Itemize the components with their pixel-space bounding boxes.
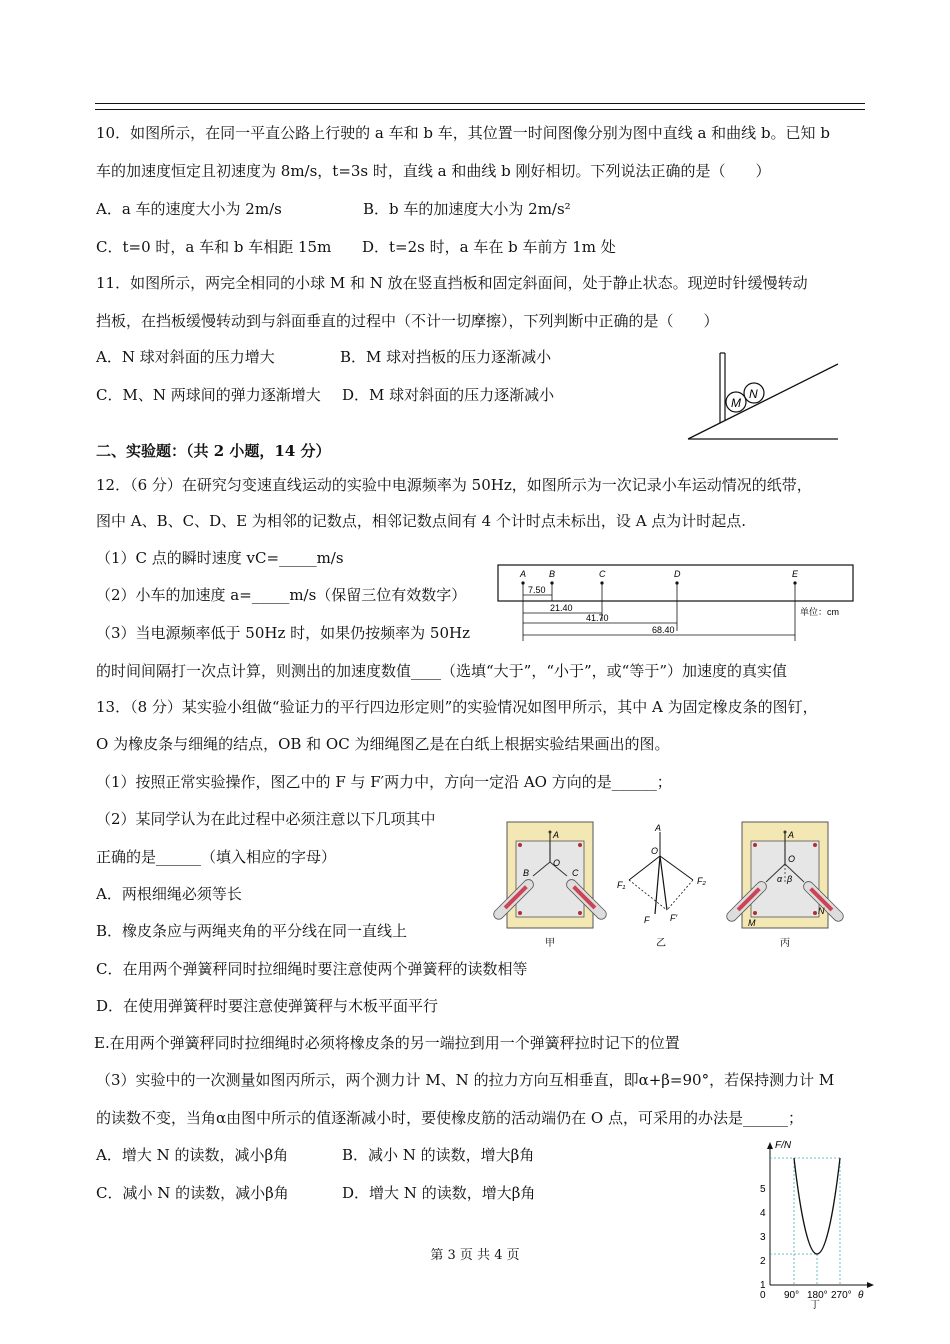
q13-sub3-option-d: D．增大 N 的读数，增大β角 — [342, 1184, 536, 1202]
q13-sub3a: （3）实验中的一次测量如图丙所示，两个测力计 M、N 的拉力方向互相垂直，即α+β=90°，若保持测力计 M — [96, 1071, 835, 1089]
bing-label-beta: β — [787, 874, 793, 884]
graph-caption: 丁 — [810, 1300, 820, 1311]
yi-label-f1: F₁ — [617, 880, 626, 890]
bing-label-a: A — [788, 830, 795, 840]
q13-option-c: C．在用两个弹簧秤同时拉细绳时要注意使两个弹簧秤的读数相等 — [96, 960, 528, 978]
q12-sub4: 的时间间隔打一次点计算，则测出的加速度数值____（选填“大于”，“小于”，或“等于”）加速度的真实值 — [96, 662, 788, 680]
q13-option-b: B．橡皮条应与两绳夹角的平分线在同一直线上 — [96, 922, 408, 940]
q13-sub3b: 的读数不变，当角α由图中所示的值逐渐减小时，要使橡皮筋的活动端仍在 O 点，可采用的办法是______； — [96, 1109, 803, 1127]
bing-caption: 丙 — [780, 938, 790, 949]
graph-xlabel: θ — [858, 1290, 864, 1301]
ball-m-label: M — [731, 396, 741, 410]
jia-label-c: C — [572, 868, 579, 878]
yi-label-f: F — [644, 915, 650, 925]
q13-sub3-option-c: C．减小 N 的读数，减小β角 — [96, 1184, 289, 1202]
graph-xtick-90: 90° — [784, 1290, 800, 1301]
tape-point-b: B — [549, 569, 556, 579]
jia-label-b: B — [523, 868, 530, 878]
graph-xtick-270: 270° — [831, 1290, 852, 1301]
q12-line2: 图中 A、B、C、D、E 为相邻的记数点，相邻记数点间有 4 个计时点未标出，设 A 点为计时起点. — [96, 512, 747, 530]
ball-n-label: N — [749, 387, 758, 401]
q12-sub3: （3）当电源频率低于 50Hz 时，如果仍按频率为 50Hz — [96, 624, 470, 642]
tape-point-c: C — [599, 569, 606, 579]
q11-line1: 11．如图所示，两完全相同的小球 M 和 N 放在竖直挡板和固定斜面间，处于静止状态。现逆时针缓慢转动 — [96, 274, 808, 292]
q11-incline-figure — [688, 348, 848, 443]
figure-bing — [730, 822, 842, 950]
q10-option-b: B．b 车的加速度大小为 2m/s² — [363, 200, 571, 218]
paper-tape-figure — [498, 565, 858, 645]
q10-option-c: C．t=0 时，a 车和 b 车相距 15m — [96, 238, 332, 256]
jia-label-a: A — [553, 830, 560, 840]
graph-ytick-2: 2 — [760, 1256, 766, 1267]
bing-label-n: N — [818, 906, 825, 916]
jia-label-o: O — [553, 858, 561, 868]
q11-option-c: C．M、N 两球间的弹力逐渐增大 — [96, 386, 321, 404]
figure-yi — [615, 822, 710, 950]
tape-unit: 单位：cm — [800, 607, 839, 617]
q11-option-a: A．N 球对斜面的压力增大 — [96, 348, 275, 366]
q13-line2: O 为橡皮条与细绳的结点，OB 和 OC 为细绳图乙是在白纸上根据实验结果画出的图。 — [96, 735, 670, 753]
q13-sub3-option-b: B．减小 N 的读数，增大β角 — [342, 1146, 535, 1164]
graph-ytick-3: 3 — [760, 1232, 766, 1243]
header-rule-top — [95, 103, 865, 104]
section-title: 二、实验题：（共 2 小题，14 分） — [96, 442, 331, 460]
bing-label-alpha: α — [777, 874, 783, 884]
graph-ylabel: F/N — [775, 1140, 792, 1151]
header-rule-bottom — [95, 109, 865, 110]
tape-dist-ab: 7.50 — [528, 585, 546, 595]
q13-line1: 13．（8 分）某实验小组做“验证力的平行四边形定则”的实验情况如图甲所示，其中 A 为固定橡皮条的图钉， — [96, 698, 818, 716]
q10-option-d: D．t=2s 时，a 车在 b 车前方 1m 处 — [362, 238, 616, 256]
q13-option-d: D．在使用弹簧秤时要注意使弹簧秤与木板平面平行 — [96, 997, 439, 1015]
q12-sub1: （1）C 点的瞬时速度 vC=_____m/s — [96, 549, 344, 567]
yi-label-a: A — [655, 823, 662, 833]
q13-sub2a: （2）某同学认为在此过程中必须注意以下几项其中 — [96, 810, 436, 828]
tape-dist-ae: 68.40 — [652, 625, 675, 635]
bing-label-o: O — [788, 854, 796, 864]
graph-origin: 0 — [760, 1290, 766, 1301]
graph-ding — [750, 1140, 880, 1310]
tape-point-e: E — [792, 569, 799, 579]
graph-xtick-180: 180° — [807, 1290, 828, 1301]
q13-sub2b: 正确的是______（填入相应的字母） — [96, 848, 337, 866]
q11-line2: 挡板，在挡板缓慢转动到与斜面垂直的过程中（不计一切摩擦），下列判断中正确的是（ ） — [96, 312, 719, 330]
q12-line1: 12．（6 分）在研究匀变速直线运动的实验中电源频率为 50Hz，如图所示为一次记录小车运动情况的纸带， — [96, 476, 812, 494]
graph-ytick-1: 1 — [760, 1280, 766, 1291]
q11-option-d: D．M 球对斜面的压力逐渐减小 — [342, 386, 555, 404]
yi-label-f2: F₂ — [697, 876, 706, 886]
graph-ytick-5: 5 — [760, 1184, 766, 1195]
q13-sub1: （1）按照正常实验操作，图乙中的 F 与 F′两力中，方向一定沿 AO 方向的是______； — [96, 773, 672, 791]
q10-line2: 车的加速度恒定且初速度为 8m/s，t=3s 时，直线 a 和曲线 b 刚好相切。下列说法正确的是（ ） — [96, 162, 771, 180]
jia-caption: 甲 — [545, 938, 555, 949]
q10-option-a: A．a 车的速度大小为 2m/s — [96, 200, 282, 218]
tape-point-d: D — [674, 569, 681, 579]
tape-dist-ad: 41.70 — [586, 613, 609, 623]
yi-caption: 乙 — [656, 938, 666, 949]
q13-option-a: A．两根细绳必须等长 — [96, 885, 242, 903]
tape-dist-ac: 21.40 — [550, 603, 573, 613]
graph-ytick-4: 4 — [760, 1208, 766, 1219]
q13-option-e: E.在用两个弹簧秤同时拉细绳时必须将橡皮条的另一端拉到用一个弹簧秤拉时记下的位置 — [94, 1034, 680, 1052]
page-footer: 第 3 页 共 4 页 — [430, 1248, 520, 1263]
q11-option-b: B．M 球对挡板的压力逐渐减小 — [340, 348, 552, 366]
q13-sub3-option-a: A．增大 N 的读数，减小β角 — [96, 1146, 289, 1164]
tape-point-a: A — [520, 569, 527, 579]
q12-sub2: （2）小车的加速度 a=_____m/s（保留三位有效数字） — [96, 586, 467, 604]
yi-label-o: O — [651, 846, 659, 856]
yi-label-fprime: F′ — [670, 913, 678, 923]
figure-jia — [495, 822, 607, 950]
bing-label-m: M — [748, 918, 756, 928]
q10-line1: 10．如图所示，在同一平直公路上行驶的 a 车和 b 车，其位置一时间图像分别为图中直线 a 和曲线 b。已知 b — [96, 124, 830, 142]
